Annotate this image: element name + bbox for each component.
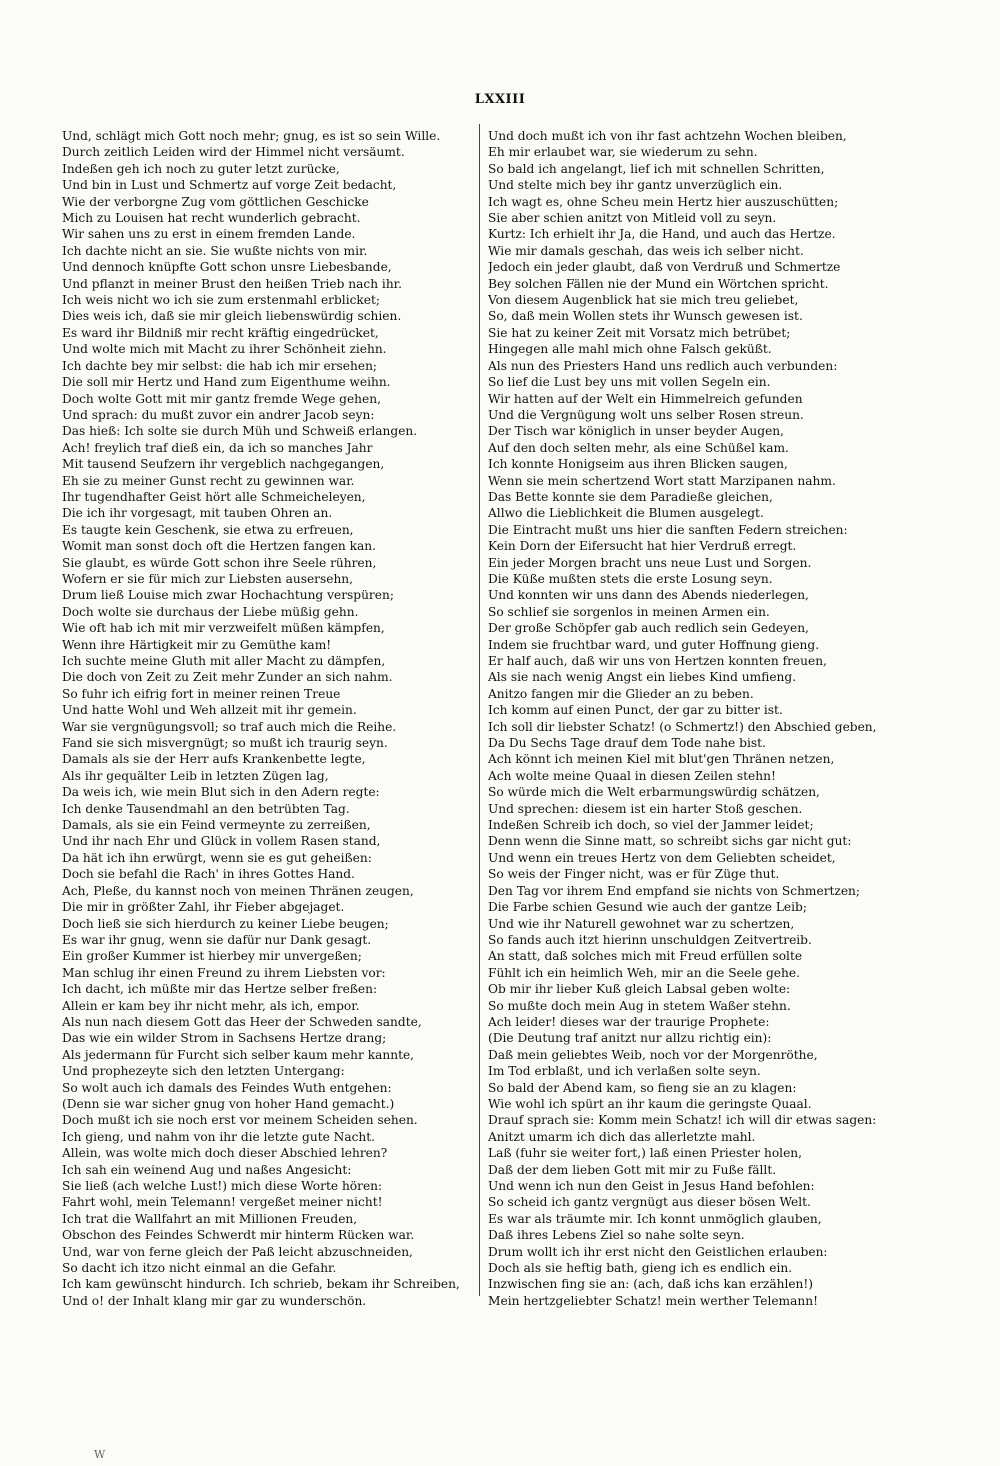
text-line: Ich weis nicht wo ich sie zum erstenmahl erblicket;	[62, 293, 381, 308]
text-line: Ich komm auf einen Punct, der gar zu bitter ist.	[488, 703, 783, 718]
text-line: Ein großer Kummer ist hierbey mir unvergeßen;	[62, 949, 362, 964]
text-line: So lief die Lust bey uns mit vollen Segeln ein.	[488, 375, 771, 390]
text-line: Mein hertzgeliebter Schatz! mein werther Telemann!	[488, 1293, 818, 1308]
text-line: Die doch von Zeit zu Zeit mehr Zunder an sich nahm.	[62, 670, 393, 685]
text-line: So scheid ich gantz vergnügt aus dieser bösen Welt.	[488, 1195, 811, 1210]
text-line: Auf den doch selten mehr, als eine Schüßel kam.	[488, 440, 789, 455]
text-line: So bald der Abend kam, so fieng sie an zu klagen:	[488, 1080, 797, 1095]
text-line: Indeßen geh ich noch zu guter letzt zurücke,	[62, 161, 340, 176]
column-divider	[479, 124, 480, 1296]
text-line: Und, war von ferne gleich der Paß leicht abzuschneiden,	[62, 1244, 413, 1259]
text-line: Sie hat zu keiner Zeit mit Vorsatz mich betrübet;	[488, 325, 791, 340]
text-line: Und bin in Lust und Schmertz auf vorge Zeit bedacht,	[62, 178, 397, 193]
text-line: Wenn ihre Härtigkeit mir zu Gemüthe kam!	[62, 637, 332, 652]
text-line: Hingegen alle mahl mich ohne Falsch geküßt.	[488, 342, 772, 357]
text-line: Daß der dem lieben Gott mit mir zu Fuße fällt.	[488, 1162, 777, 1177]
left-text-column	[62, 128, 466, 1309]
text-line: Wenn sie mein schertzend Wort statt Marzipanen nahm.	[488, 473, 836, 488]
text-line: Anitzt umarm ich dich das allerletzte mahl.	[488, 1129, 756, 1144]
text-line: Ein jeder Morgen bracht uns neue Lust und Sorgen.	[488, 555, 812, 570]
text-line: Und pflanzt in meiner Brust den heißen Trieb nach ihr.	[62, 276, 403, 291]
text-line: Er half auch, daß wir uns von Hertzen konnten freuen,	[488, 654, 827, 668]
text-line: Die ich ihr vorgesagt, mit tauben Ohren an.	[62, 506, 333, 521]
text-line: Die mir in größter Zahl, ihr Fieber abgejaget.	[62, 900, 345, 915]
text-line: Und sprach: du mußt zuvor ein andrer Jacob seyn:	[62, 407, 375, 422]
text-line: Und sprechen: diesem ist ein harter Stoß geschen.	[488, 801, 803, 816]
text-line: Das wie ein wilder Strom in Sachsens Hertze drang;	[62, 1031, 387, 1046]
text-line: Es ward ihr Bildniß mir recht kräftig eingedrücket,	[62, 325, 379, 340]
text-line: Da Du Sechs Tage drauf dem Tode nahe bist.	[488, 736, 766, 751]
text-line: Und wolte mich mit Macht zu ihrer Schönheit ziehn.	[62, 342, 387, 357]
text-line: Wofern er sie für mich zur Liebsten ausersehn,	[62, 571, 354, 586]
text-line: Ach wolte meine Quaal in diesen Zeilen stehn!	[488, 768, 776, 783]
text-line: So dacht ich itzo nicht einmal an die Gefahr.	[62, 1261, 337, 1276]
text-line: Wie der verborgne Zug vom göttlichen Geschicke	[62, 194, 369, 209]
text-line: So wolt auch ich damals des Feindes Wuth entgehen:	[62, 1080, 392, 1095]
text-line: Wie oft hab ich mit mir verzweifelt müßen kämpfen,	[62, 621, 385, 636]
text-line: Ach, Pleße, du kannst noch von meinen Thränen zeugen,	[62, 883, 414, 898]
text-line: Wir hatten auf der Welt ein Himmelreich gefunden	[488, 391, 803, 406]
text-line: Und, schlägt mich Gott noch mehr; gnug, es ist so sein Wille.	[62, 129, 441, 143]
text-line: Indeßen Schreib ich doch, so viel der Jammer leidet;	[488, 818, 814, 833]
text-line: Wir sahen uns zu erst in einem fremden Lande.	[62, 227, 356, 242]
text-line: Denn wenn die Sinne matt, so schreibt sichs gar nicht gut:	[488, 834, 852, 849]
text-line: Die Farbe schien Gesund wie auch der gantze Leib;	[488, 900, 807, 915]
text-line: Ich dacht, ich müßte mir das Hertze selber freßen:	[62, 982, 378, 997]
text-line: Drauf sprach sie: Komm mein Schatz! ich will dir etwas sagen:	[488, 1113, 877, 1128]
text-line: Indem sie fruchtbar ward, und guter Hoffnung gieng.	[488, 637, 820, 652]
text-line: Doch wolte Gott mit mir gantz fremde Wege gehen,	[62, 391, 381, 406]
text-line: Fühlt ich ein heimlich Weh, mir an die Seele gehe.	[488, 965, 800, 980]
text-line: Den Tag vor ihrem End empfand sie nichts von Schmertzen;	[488, 883, 861, 898]
text-line: So fuhr ich eifrig fort in meiner reinen Treue	[62, 686, 341, 701]
text-line: Als nun des Priesters Hand uns redlich auch verbunden:	[488, 358, 838, 373]
text-line: Als sie nach wenig Angst ein liebes Kind umfieng.	[488, 670, 797, 685]
text-line: Der große Schöpfer gab auch redlich sein Gedeyen,	[488, 621, 809, 636]
text-line: So fands auch itzt hierinn unschuldgen Zeitvertreib.	[488, 932, 812, 947]
text-line: Obschon des Feindes Schwerdt mir hinterm Rücken war.	[62, 1228, 415, 1243]
text-line: Und dennoch knüpfte Gott schon unsre Liebesbande,	[62, 260, 392, 275]
text-line: Es taugte kein Geschenk, sie etwa zu erfreuen,	[62, 522, 354, 537]
text-line: Daß ihres Lebens Ziel so nahe solte seyn.	[488, 1228, 745, 1243]
text-line: Allein er kam bey ihr nicht mehr, als ich, empor.	[62, 998, 360, 1013]
text-line: Als nun nach diesem Gott das Heer der Schweden sandte,	[62, 1014, 422, 1029]
text-line: Fand sie sich misvergnügt; so mußt ich traurig seyn.	[62, 736, 388, 751]
text-line: Und hatte Wohl und Weh allzeit mit ihr gemein.	[62, 703, 357, 718]
text-line: Und o! der Inhalt klang mir gar zu wunderschön.	[62, 1293, 367, 1308]
text-line: Drum wollt ich ihr erst nicht den Geistlichen erlauben:	[488, 1244, 828, 1259]
text-line: Und die Vergnügung wolt uns selber Rosen streun.	[488, 407, 804, 422]
text-line: Das hieß: Ich solte sie durch Müh und Schweiß erlangen.	[62, 424, 418, 439]
text-line: Und wie ihr Naturell gewohnet war zu schertzen,	[488, 916, 795, 931]
text-line: Ich wagt es, ohne Scheu mein Hertz hier auszuschütten;	[488, 194, 839, 209]
text-line: So weis der Finger nicht, was er für Züge thut.	[488, 867, 780, 882]
text-line: Doch als sie heftig bath, gieng ich es endlich ein.	[488, 1261, 793, 1276]
text-line: Allein, was wolte mich doch dieser Abschied lehren?	[62, 1146, 388, 1161]
text-line: Die Eintracht mußt uns hier die sanften Federn streichen:	[488, 522, 848, 537]
text-line: Allwo die Lieblichkeit die Blumen ausgelegt.	[488, 506, 764, 521]
text-line: Womit man sonst doch oft die Hertzen fangen kan.	[62, 539, 377, 554]
text-line: Und wenn ich nun den Geist in Jesus Hand befohlen:	[488, 1179, 815, 1193]
page-number: LXXIII	[474, 92, 526, 107]
text-line: Und doch mußt ich von ihr fast achtzehn Wochen bleiben,	[488, 129, 847, 143]
text-line: Doch sie befahl die Rach' in ihres Gottes Hand.	[62, 867, 355, 882]
text-line: Dies weis ich, daß sie mir gleich liebenswürdig schien.	[62, 309, 402, 324]
text-line: Damals, als sie ein Feind vermeynte zu zerreißen,	[62, 818, 371, 833]
text-line: Ich gieng, und nahm von ihr die letzte gute Nacht.	[62, 1129, 376, 1144]
text-line: Als jedermann für Furcht sich selber kaum mehr kannte,	[62, 1047, 415, 1062]
text-line: Da weis ich, wie mein Blut sich in den Adern regte:	[62, 785, 380, 800]
text-line: Ob mir ihr lieber Kuß gleich Labsal geben wolte:	[488, 982, 791, 997]
text-line: Ich suchte meine Gluth mit aller Macht zu dämpfen,	[62, 654, 386, 668]
text-line: Sie aber schien anitzt von Mitleid voll zu seyn.	[488, 211, 777, 226]
text-line: Ich kam gewünscht hindurch. Ich schrieb, bekam ihr Schreiben,	[62, 1277, 460, 1292]
text-line: Es war ihr gnug, wenn sie dafür nur Dank gesagt.	[62, 932, 372, 947]
text-line: Ich dachte nicht an sie. Sie wußte nichts von mir.	[62, 243, 368, 258]
right-text-column	[488, 128, 898, 1309]
text-line: Ich konnte Honigseim aus ihren Blicken saugen,	[488, 457, 788, 472]
text-line: Und wenn ein treues Hertz von dem Geliebten scheidet,	[488, 850, 836, 865]
text-line: Da hät ich ihn erwürgt, wenn sie es gut geheißen:	[62, 850, 372, 865]
text-line: Und konnten wir uns dann des Abends niederlegen,	[488, 588, 809, 603]
text-line: Der Tisch war königlich in unser beyder Augen,	[488, 424, 785, 439]
text-line: Kein Dorn der Eifersucht hat hier Verdruß erregt.	[488, 539, 797, 554]
text-line: An statt, daß solches mich mit Freud erfüllen solte	[488, 949, 803, 964]
text-line: Ach leider! dieses war der traurige Prophete:	[488, 1014, 770, 1029]
footer-mark: W	[94, 1448, 106, 1461]
text-line: Ich trat die Wallfahrt an mit Millionen Freuden,	[62, 1211, 358, 1226]
text-line: Ach! freylich traf dieß ein, da ich so manches Jahr	[62, 440, 373, 455]
text-line: Drum ließ Louise mich zwar Hochachtung verspüren;	[62, 588, 394, 603]
text-line: (Denn sie war sicher gnug von hoher Hand gemacht.)	[62, 1096, 395, 1111]
text-line: Mich zu Louisen hat recht wunderlich gebracht.	[62, 211, 361, 226]
text-line: Die Küße mußten stets die erste Losung seyn.	[488, 571, 773, 586]
text-line: Doch wolte sie durchaus der Liebe müßig gehn.	[62, 604, 359, 619]
text-line: So würde mich die Welt erbarmungswürdig schätzen,	[488, 785, 820, 800]
text-line: Inzwischen fing sie an: (ach, daß ichs kan erzählen!)	[488, 1277, 814, 1292]
text-line: Wie mir damals geschah, das weis ich selber nicht.	[488, 243, 804, 258]
text-line: So mußte doch mein Aug in stetem Waßer stehn.	[488, 998, 791, 1013]
text-line: Sie glaubt, es würde Gott schon ihre Seele rühren,	[62, 555, 377, 570]
text-line: Ich denke Tausendmahl an den betrübten Tag.	[62, 801, 350, 816]
text-line: Im Tod erblaßt, und ich verlaßen solte seyn.	[488, 1064, 761, 1079]
text-line: Es war als träumte mir. Ich konnt unmöglich glauben,	[488, 1211, 822, 1226]
text-line: Damals als sie der Herr aufs Krankenbette legte,	[62, 752, 366, 767]
text-line: Und stelte mich bey ihr gantz unverzüglich ein.	[488, 178, 783, 193]
text-line: Von diesem Augenblick hat sie mich treu geliebet,	[488, 293, 799, 308]
text-line: Doch ließ sie sich hierdurch zu keiner Liebe beugen;	[62, 916, 389, 931]
text-line: Das Bette konnte sie dem Paradieße gleichen,	[488, 489, 773, 504]
text-line: Ich sah ein weinend Aug und naßes Angesicht:	[62, 1162, 352, 1177]
text-line: Und ihr nach Ehr und Glück in vollem Rasen stand,	[62, 834, 381, 849]
text-line: So bald ich angelangt, lief ich mit schnellen Schritten,	[488, 161, 825, 176]
text-line: Mit tausend Seufzern ihr vergeblich nachgegangen,	[62, 457, 385, 472]
text-line: Wie wohl ich spürt an ihr kaum die geringste Quaal.	[488, 1096, 812, 1111]
text-line: Als ihr gequälter Leib in letzten Zügen lag,	[62, 768, 329, 783]
text-line: Man schlug ihr einen Freund zu ihrem Liebsten vor:	[62, 965, 386, 980]
text-line: Ach könnt ich meinen Kiel mit blut'gen Thränen netzen,	[488, 752, 835, 767]
text-line: Ich soll dir liebster Schatz! (o Schmertz!) den Abschied geben,	[488, 719, 877, 734]
text-line: (Die Deutung traf anitzt nur allzu richtig ein):	[488, 1031, 772, 1046]
text-line: Fahrt wohl, mein Telemann! vergeßet meiner nicht!	[62, 1195, 383, 1210]
text-line: Die soll mir Hertz und Hand zum Eigenthume weihn.	[62, 375, 391, 390]
text-line: War sie vergnügungsvoll; so traf auch mich die Reihe.	[62, 719, 397, 734]
text-line: Und prophezeyte sich den letzten Untergang:	[62, 1064, 345, 1079]
text-line: Bey solchen Fällen nie der Mund ein Wörtchen spricht.	[488, 276, 829, 291]
text-line: Jedoch ein jeder glaubt, daß von Verdruß und Schmertze	[488, 260, 841, 275]
text-line: Ich dachte bey mir selbst: die hab ich mir ersehen;	[62, 358, 378, 373]
text-line: Durch zeitlich Leiden wird der Himmel nicht versäumt.	[62, 145, 405, 160]
text-line: So, daß mein Wollen stets ihr Wunsch gewesen ist.	[488, 309, 803, 324]
text-line: So schlief sie sorgenlos in meinen Armen ein.	[488, 604, 770, 619]
text-line: Eh mir erlaubet war, sie wiederum zu sehn.	[488, 145, 758, 160]
text-line: Anitzo fangen mir die Glieder an zu beben.	[488, 686, 754, 701]
text-line: Ihr tugendhafter Geist hört alle Schmeicheleyen,	[62, 489, 366, 504]
text-line: Eh sie zu meiner Gunst recht zu gewinnen war.	[62, 473, 355, 488]
text-line: Kurtz: Ich erhielt ihr Ja, die Hand, und auch das Hertze.	[488, 227, 836, 242]
text-line: Daß mein geliebtes Weib, noch vor der Morgenröthe,	[488, 1047, 818, 1062]
text-line: Laß (fuhr sie weiter fort,) laß einen Priester holen,	[488, 1146, 803, 1161]
text-line: Doch mußt ich sie noch erst vor meinem Scheiden sehen.	[62, 1113, 418, 1128]
text-line: Sie ließ (ach welche Lust!) mich diese Worte hören:	[62, 1179, 383, 1193]
